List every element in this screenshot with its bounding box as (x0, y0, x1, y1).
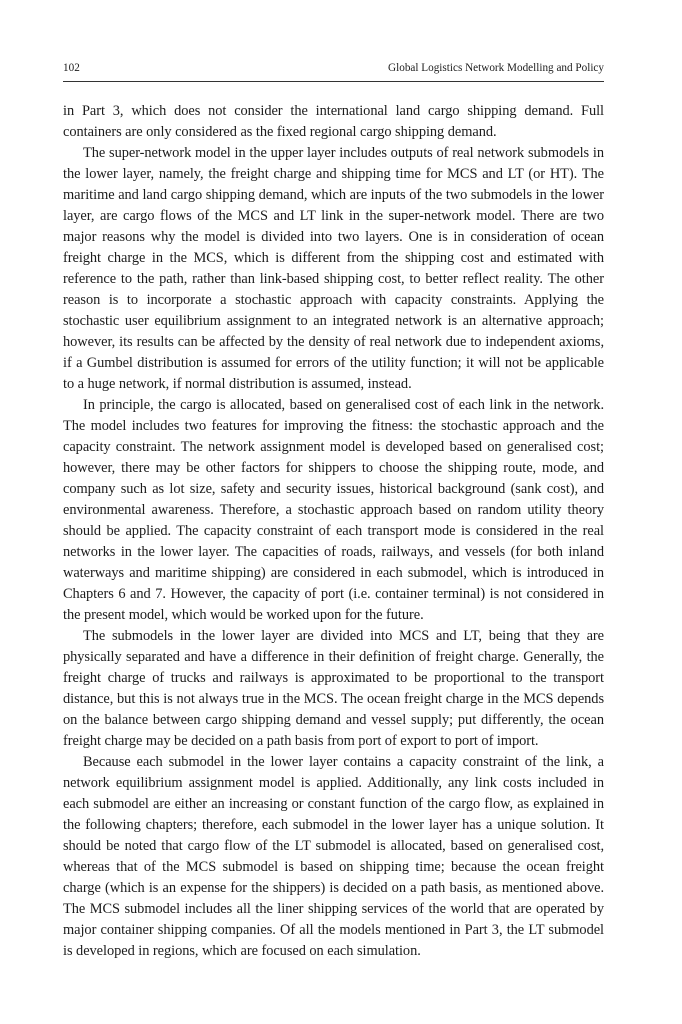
paragraph-submodels: The submodels in the lower layer are divided into MCS and LT, being that they are physically separated and have a difference in their definition of freight charge. Generally, the freight charge of trucks and railways is approximated to be proportional to the transport distance, but this is not always true in the MCS. The ocean freight charge in the MCS depends on the balance between cargo shipping demand and vessel supply; put differently, the ocean freight charge may be decided on a path basis from port of export to port of import. (63, 628, 604, 749)
book-page (63, 60, 604, 962)
body-text (63, 101, 604, 962)
running-title: Global Logistics Network Modelling and Policy (388, 62, 604, 74)
paragraph-cargo-allocation: In principle, the cargo is allocated, based on generalised cost of each link in the network. The model includes two features for improving the fitness: the stochastic approach and the capacity constraint. The network assignment model is developed based on generalised cost; however, there may be other factors for shippers to choose the shipping route, mode, and company such as lot size, safety and security issues, historical background (sank cost), and environmental awareness. Therefore, a stochastic approach based on random utility theory should be applied. The capacity constraint of each transport mode is considered in the real networks in the lower layer. The capacities of roads, railways, and vessels (for both inland waterways and maritime shipping) are considered in each submodel, which is introduced in Chapters 6 and 7. However, the capacity of port (i.e. container terminal) is not considered in the present model, which would be worked upon for the future. (63, 397, 604, 623)
paragraph-equilibrium: Because each submodel in the lower layer contains a capacity constraint of the link, a network equilibrium assignment model is applied. Additionally, any link costs included in each submodel are either an increasing or constant function of the cargo flow, as explained in the following chapters; therefore, each submodel in the lower layer has a unique solution. It should be noted that cargo flow of the LT submodel is allocated, based on generalised cost, whereas that of the MCS submodel is based on shipping time; because the ocean freight charge (which is an expense for the shippers) is decided on a path basis, as mentioned above. The MCS submodel includes all the liner shipping services of the world that are operated by major container shipping companies. Of all the models mentioned in Part 3, the LT submodel is developed in regions, which are focused on each simulation. (63, 754, 604, 959)
paragraph-continued: in Part 3, which does not consider the international land cargo shipping demand. Full containers are only considered as the fixed regional cargo shipping demand. (63, 103, 604, 140)
page-number: 102 (63, 62, 80, 74)
paragraph-super-network: The super-network model in the upper layer includes outputs of real network submodels in the lower layer, namely, the freight charge and shipping time for MCS and LT (or HT). The maritime and land cargo shipping demand, which are inputs of the two submodels in the lower layer, are cargo flows of the MCS and LT link in the super-network model. There are two major reasons why the model is divided into two layers. One is in consideration of ocean freight charge in the MCS, which is different from the shipping cost and estimated with reference to the path, rather than link-based shipping cost, to better reflect reality. The other reason is to incorporate a stochastic approach with capacity constraints. Applying the stochastic user equilibrium assignment to an integrated network is an alternative approach; however, its results can be affected by the density of real network due to independent axioms, if a Gumbel distribution is assumed for errors of the utility function; it will not be applicable to a huge network, if normal distribution is assumed, instead. (63, 145, 604, 392)
running-header (63, 60, 604, 82)
